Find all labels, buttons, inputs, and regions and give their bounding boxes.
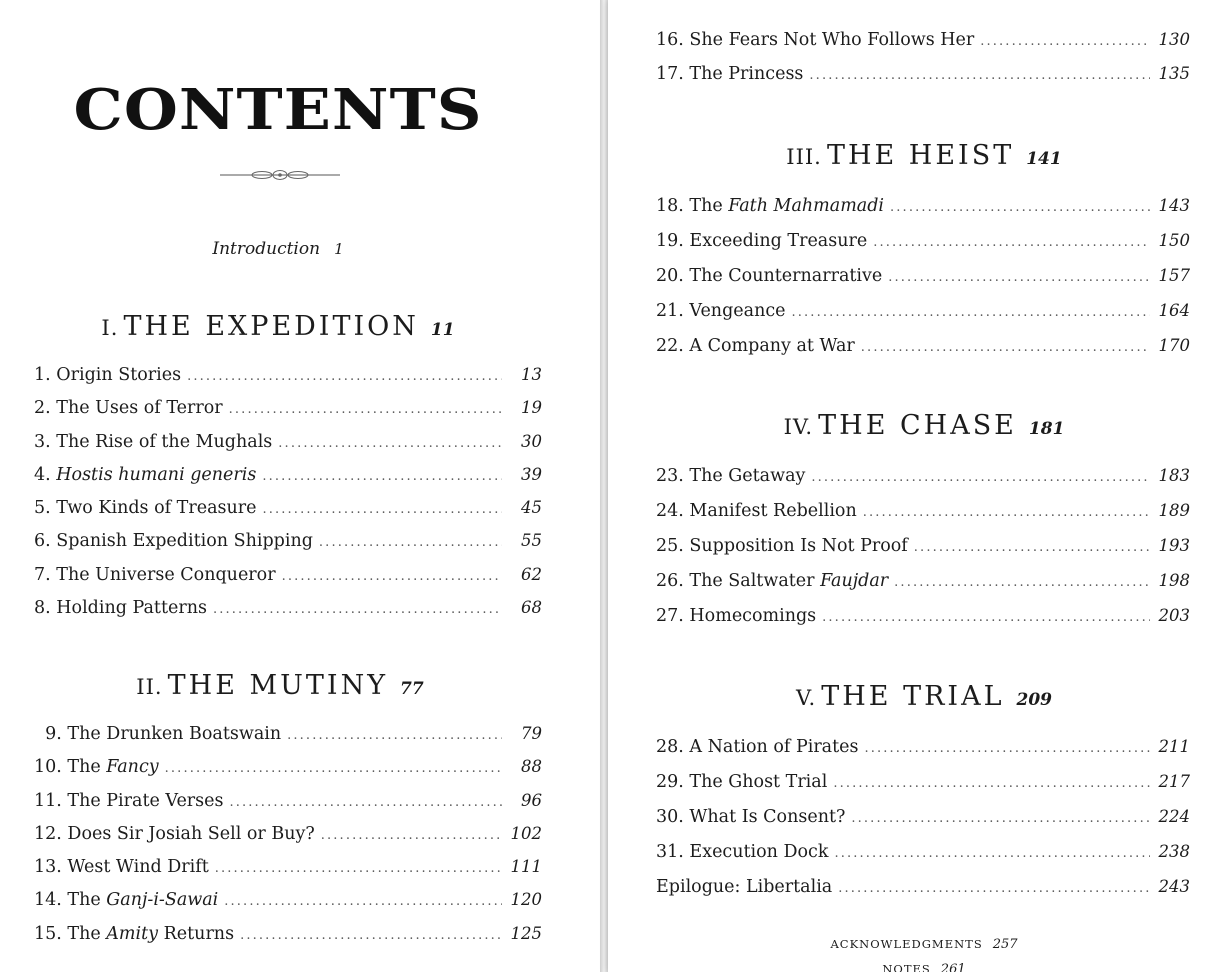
toc-entry[interactable] — [656, 840, 1190, 864]
dot-leader — [215, 857, 502, 881]
chapter-page: 62 — [521, 564, 542, 584]
chapter-title: Spanish Expedition Shipping — [56, 531, 313, 552]
chapter-number: 28. — [656, 737, 684, 757]
chapter-page: 19 — [521, 398, 542, 418]
part-name: THE CHASE — [818, 410, 1017, 441]
introduction-entry[interactable] — [0, 238, 556, 260]
chapter-title-suffix: Returns — [158, 923, 235, 944]
chapter-number: 23. — [656, 466, 684, 486]
chapter-page: 198 — [1158, 571, 1190, 590]
acknowledgments-entry[interactable] — [624, 937, 1216, 952]
toc-entry[interactable] — [34, 922, 542, 946]
dot-leader — [864, 737, 1150, 761]
part-number: V. — [795, 686, 817, 710]
dot-leader — [822, 606, 1150, 630]
dot-leader — [278, 432, 502, 456]
chapter-title: Execution Dock — [689, 842, 829, 862]
toc-entry[interactable] — [34, 563, 542, 587]
chapter-title: The Universe Conqueror — [56, 564, 276, 585]
toc-entry[interactable] — [656, 534, 1190, 558]
chapter-number: 13. — [34, 857, 62, 878]
chapter-number: 2. — [34, 398, 51, 419]
toc-entry[interactable] — [34, 496, 542, 520]
chapter-page: 45 — [521, 498, 542, 518]
toc-entry[interactable] — [656, 334, 1190, 358]
toc-entry[interactable] — [656, 770, 1190, 794]
right-page — [608, 0, 1216, 972]
chapter-title: The — [67, 923, 107, 944]
chapter-title: The Rise of the Mughals — [56, 431, 273, 452]
part-3-chapters — [656, 194, 1190, 358]
dot-leader — [321, 824, 502, 848]
chapter-page: 183 — [1158, 466, 1190, 485]
dot-leader — [287, 724, 502, 748]
chapter-number: 11. — [34, 790, 62, 811]
book-spine — [600, 0, 608, 972]
chapter-title: A Company at War — [689, 336, 855, 356]
dot-leader — [811, 466, 1150, 490]
part-2-chapters-continued — [656, 28, 1190, 86]
chapter-title-italic: Fancy — [106, 757, 159, 778]
chapter-title: The Princess — [689, 64, 804, 84]
chapter-title: She Fears Not Who Follows Her — [689, 30, 975, 50]
dot-leader — [894, 571, 1150, 595]
part-page: 141 — [1026, 149, 1062, 169]
chapter-title: What Is Consent? — [689, 807, 846, 827]
dot-leader — [851, 807, 1150, 831]
part-5-chapters — [656, 735, 1190, 899]
chapter-page: 211 — [1158, 737, 1190, 756]
part-heading — [624, 681, 1216, 716]
chapter-number: 29. — [656, 772, 684, 792]
toc-entry[interactable] — [34, 529, 542, 553]
toc-entry[interactable] — [34, 822, 542, 846]
toc-entry[interactable] — [34, 463, 542, 487]
chapter-page: 157 — [1158, 266, 1190, 285]
toc-entry[interactable] — [34, 755, 542, 779]
chapter-number: 1. — [34, 365, 51, 385]
chapter-number: 15. — [34, 923, 62, 944]
chapter-title-italic: Hostis humani generis — [56, 464, 257, 485]
toc-entry[interactable] — [656, 28, 1190, 52]
part-page: 181 — [1028, 419, 1065, 439]
dot-leader — [224, 890, 502, 914]
dot-leader — [888, 266, 1150, 290]
chapter-page: 143 — [1158, 196, 1190, 215]
chapter-title: West Wind Drift — [67, 857, 209, 878]
toc-entry[interactable] — [34, 396, 542, 420]
toc-entry[interactable] — [656, 499, 1190, 523]
chapter-title: The Counternarrative — [689, 266, 883, 286]
chapter-number: 25. — [656, 536, 684, 556]
chapter-number: 10. — [34, 757, 62, 778]
chapter-title-italic: Fath Mahmamadi — [728, 196, 885, 216]
chapter-number: 27. — [656, 606, 684, 626]
toc-entry[interactable] — [656, 604, 1190, 628]
chapter-title: Homecomings — [689, 606, 817, 626]
part-heading — [0, 311, 556, 346]
back-matter-label: NOTES — [882, 962, 931, 972]
chapter-title-italic: Faujdar — [820, 571, 889, 591]
chapter-page: 170 — [1158, 336, 1190, 355]
chapter-page: 164 — [1158, 301, 1190, 320]
toc-entry[interactable] — [656, 735, 1190, 759]
toc-entry[interactable] — [656, 299, 1190, 323]
part-1-chapters — [34, 363, 542, 620]
dot-leader — [240, 924, 502, 948]
part-page: 11 — [430, 320, 455, 340]
chapter-page: 96 — [521, 790, 542, 810]
chapter-title: Two Kinds of Treasure — [56, 498, 257, 519]
toc-entry[interactable] — [34, 722, 542, 746]
chapter-number: 16. — [656, 30, 684, 50]
dot-leader — [229, 791, 502, 815]
chapter-page: 120 — [510, 890, 542, 910]
dot-leader — [863, 501, 1150, 525]
chapter-title: The — [67, 757, 107, 778]
dot-leader — [319, 531, 502, 555]
chapter-number: 12. — [34, 823, 62, 844]
part-page: 77 — [400, 679, 424, 699]
chapter-page: 102 — [510, 823, 542, 843]
chapter-number: 30. — [656, 807, 684, 827]
chapter-page: 13 — [521, 365, 542, 384]
chapter-number: 4. — [34, 464, 51, 485]
chapter-page: 39 — [521, 464, 542, 484]
toc-entry[interactable] — [656, 805, 1190, 829]
chapter-number: 8. — [34, 598, 51, 619]
part-2-chapters — [34, 722, 542, 946]
chapter-page: 193 — [1158, 536, 1190, 555]
part-heading — [0, 670, 560, 705]
part-name: THE EXPEDITION — [123, 311, 419, 342]
chapter-number: 3. — [34, 431, 51, 452]
dot-leader — [262, 465, 502, 489]
chapter-page: 203 — [1158, 606, 1190, 625]
part-heading — [624, 410, 1216, 445]
toc-entry[interactable] — [34, 596, 542, 620]
dot-leader — [861, 336, 1150, 360]
epilogue-label: Epilogue: Libertalia — [656, 877, 833, 897]
chapter-number: 24. — [656, 501, 684, 521]
chapter-title: Does Sir Josiah Sell or Buy? — [67, 823, 315, 844]
chapter-number: 26. — [656, 571, 684, 591]
part-name: THE TRIAL — [821, 681, 1005, 712]
part-name: THE HEIST — [826, 140, 1015, 171]
part-number: IV. — [783, 415, 814, 439]
chapter-page: 217 — [1158, 772, 1190, 791]
chapter-page: 189 — [1158, 501, 1190, 520]
chapter-title: The Uses of Terror — [56, 398, 223, 419]
epilogue-page: 243 — [1158, 877, 1190, 896]
dot-leader — [282, 565, 502, 589]
chapter-page: 79 — [521, 724, 542, 743]
chapter-page: 68 — [521, 598, 542, 618]
chapter-number: 31. — [656, 842, 684, 862]
dot-leader — [833, 772, 1150, 796]
part-page: 209 — [1016, 690, 1053, 710]
toc-entry[interactable] — [656, 194, 1190, 218]
chapter-title: Exceeding Treasure — [689, 231, 868, 251]
chapter-title: Manifest Rebellion — [689, 501, 857, 521]
part-number: II. — [136, 675, 163, 699]
chapter-page: 150 — [1158, 231, 1190, 250]
chapter-title: Vengeance — [689, 301, 786, 321]
chapter-number: 22. — [656, 336, 684, 356]
part-name: THE MUTINY — [167, 670, 389, 701]
dot-leader — [914, 536, 1150, 560]
chapter-page: 55 — [521, 531, 542, 551]
dot-leader — [213, 598, 502, 622]
back-matter-page: 257 — [992, 937, 1018, 952]
chapter-title-italic: Ganj-i-Sawai — [106, 890, 219, 911]
toc-entry[interactable] — [656, 464, 1190, 488]
chapter-number: 20. — [656, 266, 684, 286]
dot-leader — [838, 877, 1150, 901]
chapter-number: 14. — [34, 890, 62, 911]
chapter-title: The Pirate Verses — [67, 790, 224, 811]
chapter-page: 30 — [521, 431, 542, 451]
epilogue-entry[interactable] — [656, 875, 1190, 899]
chapter-title: The — [689, 196, 729, 216]
contents-title: CONTENTS — [73, 76, 483, 143]
chapter-page: 238 — [1158, 842, 1190, 861]
dot-leader — [165, 757, 502, 781]
dot-leader — [187, 365, 502, 389]
dot-leader — [792, 301, 1150, 325]
part-number: I. — [101, 316, 119, 340]
chapter-number: 5. — [34, 498, 51, 519]
part-4-chapters — [656, 464, 1190, 628]
dot-leader — [980, 30, 1150, 54]
back-matter-page: 261 — [940, 962, 966, 972]
chapter-number: 19. — [656, 231, 684, 251]
toc-entry[interactable] — [34, 888, 542, 912]
chapter-title: Origin Stories — [56, 365, 182, 385]
part-heading — [624, 140, 1216, 175]
chapter-page: 135 — [1158, 64, 1190, 83]
dot-leader — [262, 498, 502, 522]
chapter-title: The Getaway — [689, 466, 806, 486]
back-matter-label: ACKNOWLEDGMENTS — [830, 937, 983, 951]
dot-leader — [229, 398, 502, 422]
dot-leader — [809, 64, 1150, 88]
part-number: III. — [786, 145, 822, 169]
chapter-title-italic: Amity — [106, 923, 159, 944]
toc-entry[interactable] — [656, 229, 1190, 253]
chapter-title: The Saltwater — [689, 571, 821, 591]
chapter-number: 9. — [45, 724, 62, 744]
chapter-number: 17. — [656, 64, 684, 84]
chapter-title: The Ghost Trial — [689, 772, 828, 792]
chapter-title: Supposition Is Not Proof — [689, 536, 908, 556]
left-page — [0, 0, 600, 972]
toc-entry[interactable] — [34, 363, 542, 387]
toc-entry[interactable] — [34, 430, 542, 454]
toc-entry[interactable] — [656, 569, 1190, 593]
chapter-number: 6. — [34, 531, 51, 552]
ornament-divider-icon — [220, 168, 340, 182]
chapter-title: The Drunken Boatswain — [67, 724, 282, 744]
chapter-title: Holding Patterns — [56, 598, 207, 619]
toc-entry[interactable] — [656, 62, 1190, 86]
chapter-page: 125 — [510, 923, 542, 943]
notes-entry[interactable] — [624, 962, 1216, 972]
toc-entry[interactable] — [34, 789, 542, 813]
chapter-number: 21. — [656, 301, 684, 321]
chapter-page: 130 — [1158, 30, 1190, 49]
introduction-page: 1 — [334, 240, 344, 258]
chapter-number: 18. — [656, 196, 684, 216]
chapter-title: The — [67, 890, 107, 911]
dot-leader — [890, 196, 1150, 220]
chapter-title: A Nation of Pirates — [689, 737, 859, 757]
toc-entry[interactable] — [34, 855, 542, 879]
chapter-page: 224 — [1158, 807, 1190, 826]
introduction-label: Introduction — [212, 239, 321, 259]
dot-leader — [873, 231, 1150, 255]
chapter-number: 7. — [34, 564, 51, 585]
toc-entry[interactable] — [656, 264, 1190, 288]
dot-leader — [834, 842, 1150, 866]
chapter-page: 111 — [510, 857, 542, 877]
chapter-page: 88 — [521, 757, 542, 777]
